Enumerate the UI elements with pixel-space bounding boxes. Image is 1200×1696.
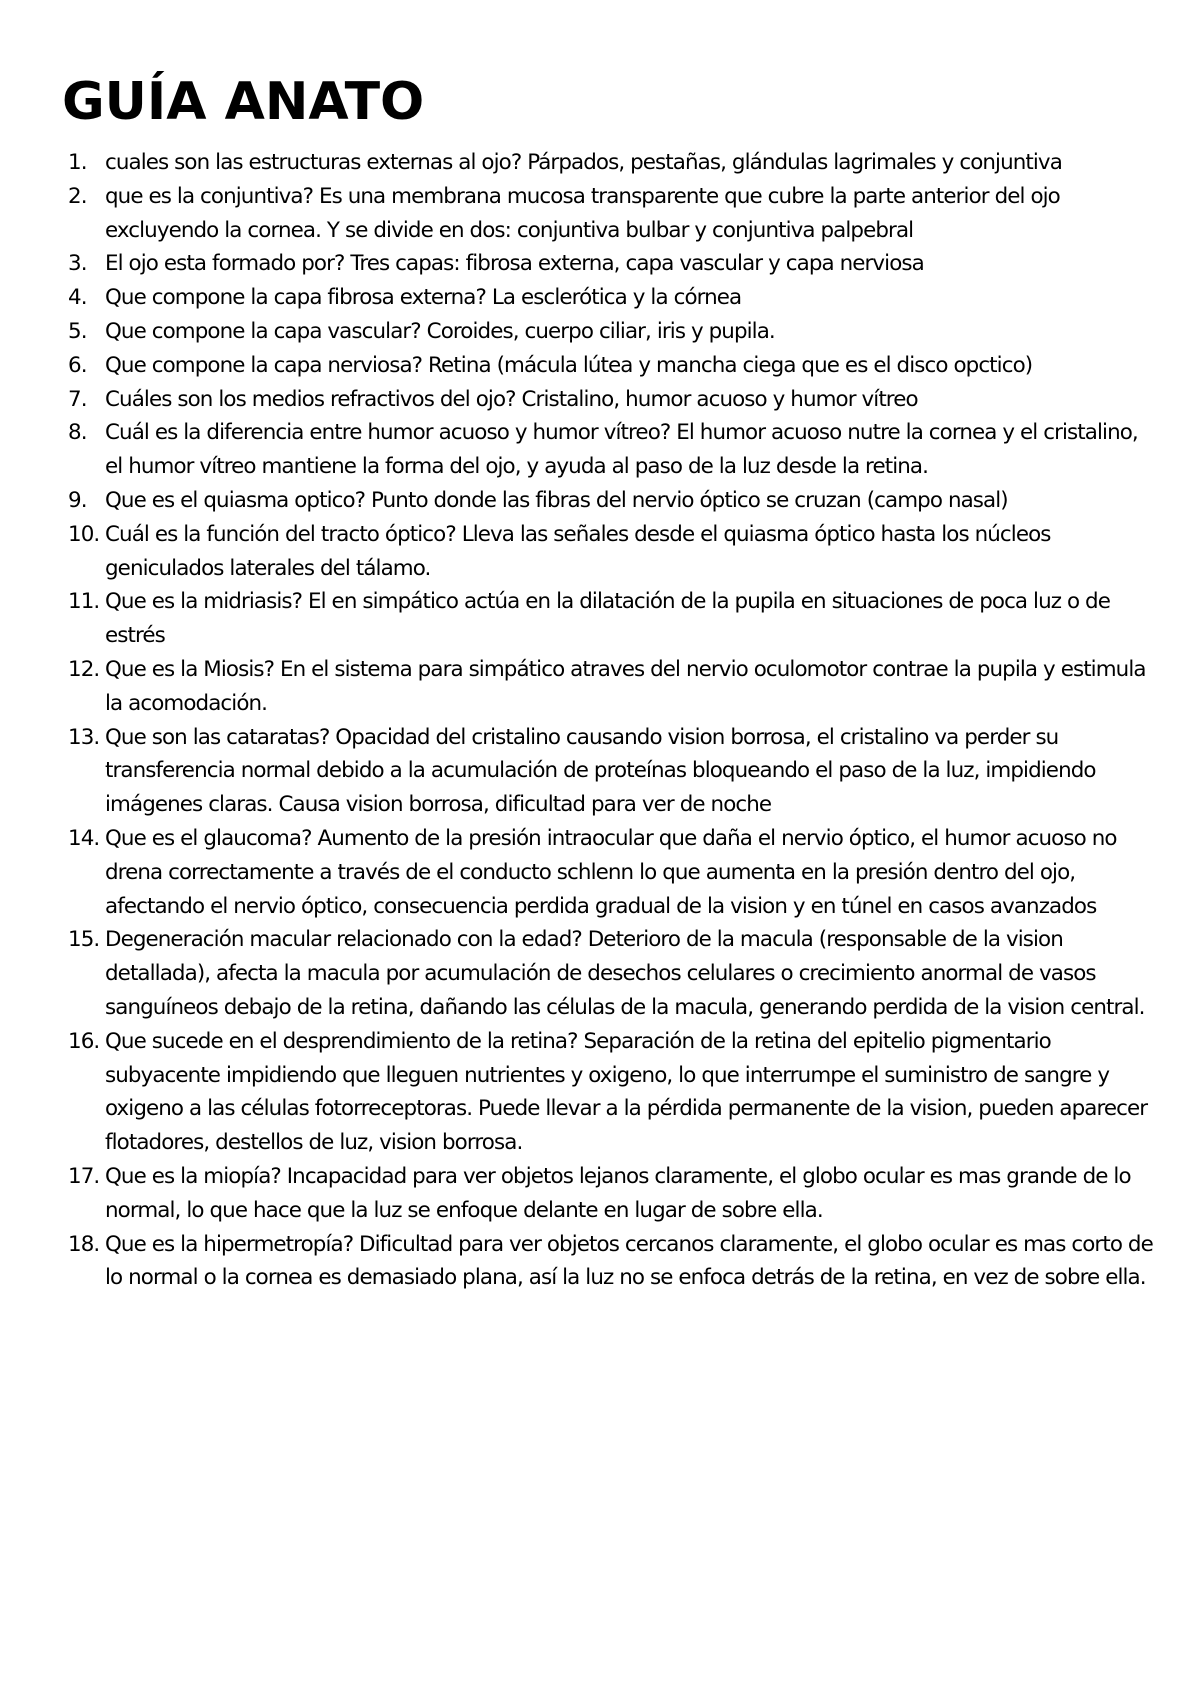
list-item-number: 4. [68,285,87,311]
list-item-number: 11. [68,589,100,615]
list-item [62,146,1160,180]
list-item-text: cuales son las estructuras externas al ojo? Párpados, pestañas, glándulas lagrimales y conjuntiva [105,150,1062,175]
list-item [62,416,1160,484]
list-item-text: Que es la midriasis? El en simpático actúa en la dilatación de la pupila en situaciones de poca luz o de estrés [105,589,1110,649]
list-item-text: El ojo esta formado por? Tres capas: fibrosa externa, capa vascular y capa nerviosa [105,251,924,277]
list-item-text: que es la conjuntiva? Es una membrana mucosa transparente que cubre la parte anterior del ojo excluyendo la cornea. Y se divide en dos: conjuntiva bulbar y conjuntiva palpebral [105,183,1060,243]
list-item-number: 16. [68,1028,100,1054]
list-item [62,822,1160,923]
list-item-text: Que es la hipermetropía? Dificultad para ver objetos cercanos claramente, el globo ocular es mas corto de lo normal o la cornea es demasiado plana, así la luz no se enfoca detrás de la retina, en vez de sobre ella. [105,1231,1153,1291]
list-item [62,1160,1160,1228]
list-item-text: Que compone la capa vascular? Coroides, cuerpo ciliar, iris y pupila. [105,318,775,344]
list-item [62,315,1160,349]
list-item-text: Cuál es la función del tracto óptico? Lleva las señales desde el quiasma óptico hasta los núcleos geniculados laterales del tálamo. [105,521,1051,581]
list-item-number: 15. [68,927,100,953]
list-item-text: Degeneración macular relacionado con la edad? Deterioro de la macula (responsable de la vision detallada), afecta la macula por acumulación de desechos celulares o crecimiento anormal de vasos sanguíneos debajo de la retina, dañando las células de la macula, generando perdida de la vision central. [105,927,1145,1020]
list-item [62,518,1160,586]
list-item-text: Que compone la capa fibrosa externa? La esclerótica y la córnea [105,285,742,311]
list-item [62,383,1160,417]
page-title: GUÍA ANATO [62,72,425,132]
list-item [62,180,1160,248]
list-item-text: Cuáles son los medios refractivos del ojo? Cristalino, humor acuoso y humor vítreo [105,386,918,412]
list-item-number: 8. [68,420,87,446]
list-item [62,923,1160,1024]
list-item-number: 13. [68,724,100,750]
list-item [62,653,1160,721]
list-item [62,1228,1160,1296]
list-item [62,281,1160,315]
list-item-text: Que es la miopía? Incapacidad para ver objetos lejanos claramente, el globo ocular es mas grande de lo normal, lo que hace que la luz se enfoque delante en lugar de sobre ella. [105,1163,1131,1223]
list-item-text: Que compone la capa nerviosa? Retina (mácula lútea y mancha ciega que es el disco opctico) [105,352,1033,378]
list-item-number: 6. [68,352,87,378]
list-item-text: Que sucede en el desprendimiento de la retina? Separación de la retina del epitelio pigmentario subyacente impidiendo que lleguen nutrientes y oxigeno, lo que interrumpe el suministro de sangre y oxigeno a las células fotorreceptoras. Puede llevar a la pérdida permanente de la vision, pueden aparecer flotadores, destellos de luz, vision borrosa. [105,1028,1148,1156]
list-item-number: 18. [68,1231,100,1257]
list-item [62,585,1160,653]
list-item-number: 2. [68,183,87,209]
list-item [62,349,1160,383]
list-item-number: 7. [68,386,87,412]
list-item-text: Que es la Miosis? En el sistema para simpático atraves del nervio oculomotor contrae la pupila y estimula la acomodación. [105,656,1146,716]
list-item-number: 12. [68,656,100,682]
list-item [62,484,1160,518]
list-item-number: 10. [68,521,100,547]
list-item-number: 5. [68,318,87,344]
list-item-text: Que es el quiasma optico? Punto donde las fibras del nervio óptico se cruzan (campo nasal) [105,487,1008,513]
question-list [62,146,1160,1295]
list-item-number: 3. [68,251,87,277]
list-item-number: 1. [68,150,87,175]
list-item [62,721,1160,822]
list-item-number: 9. [68,487,87,513]
list-item-text: Que es el glaucoma? Aumento de la presión intraocular que daña el nervio óptico, el humor acuoso no drena correctamente a través de el conducto schlenn lo que aumenta en la presión dentro del ojo, afectando el nervio óptico, consecuencia perdida gradual de la vision y en túnel en casos avanzados [105,825,1117,919]
list-item-text: Que son las cataratas? Opacidad del cristalino causando vision borrosa, el cristalino va perder su transferencia normal debido a la acumulación de proteínas bloqueando el paso de la luz, impidiendo imágenes claras. Causa vision borrosa, dificultad para ver de noche [105,724,1096,818]
list-item [62,247,1160,281]
list-item [62,1025,1160,1160]
list-item-text: Cuál es la diferencia entre humor acuoso y humor vítreo? El humor acuoso nutre la cornea y el cristalino, el humor vítreo mantiene la forma del ojo, y ayuda al paso de la luz desde la retina. [105,420,1138,480]
list-item-number: 14. [68,825,100,851]
list-item-number: 17. [68,1163,100,1189]
